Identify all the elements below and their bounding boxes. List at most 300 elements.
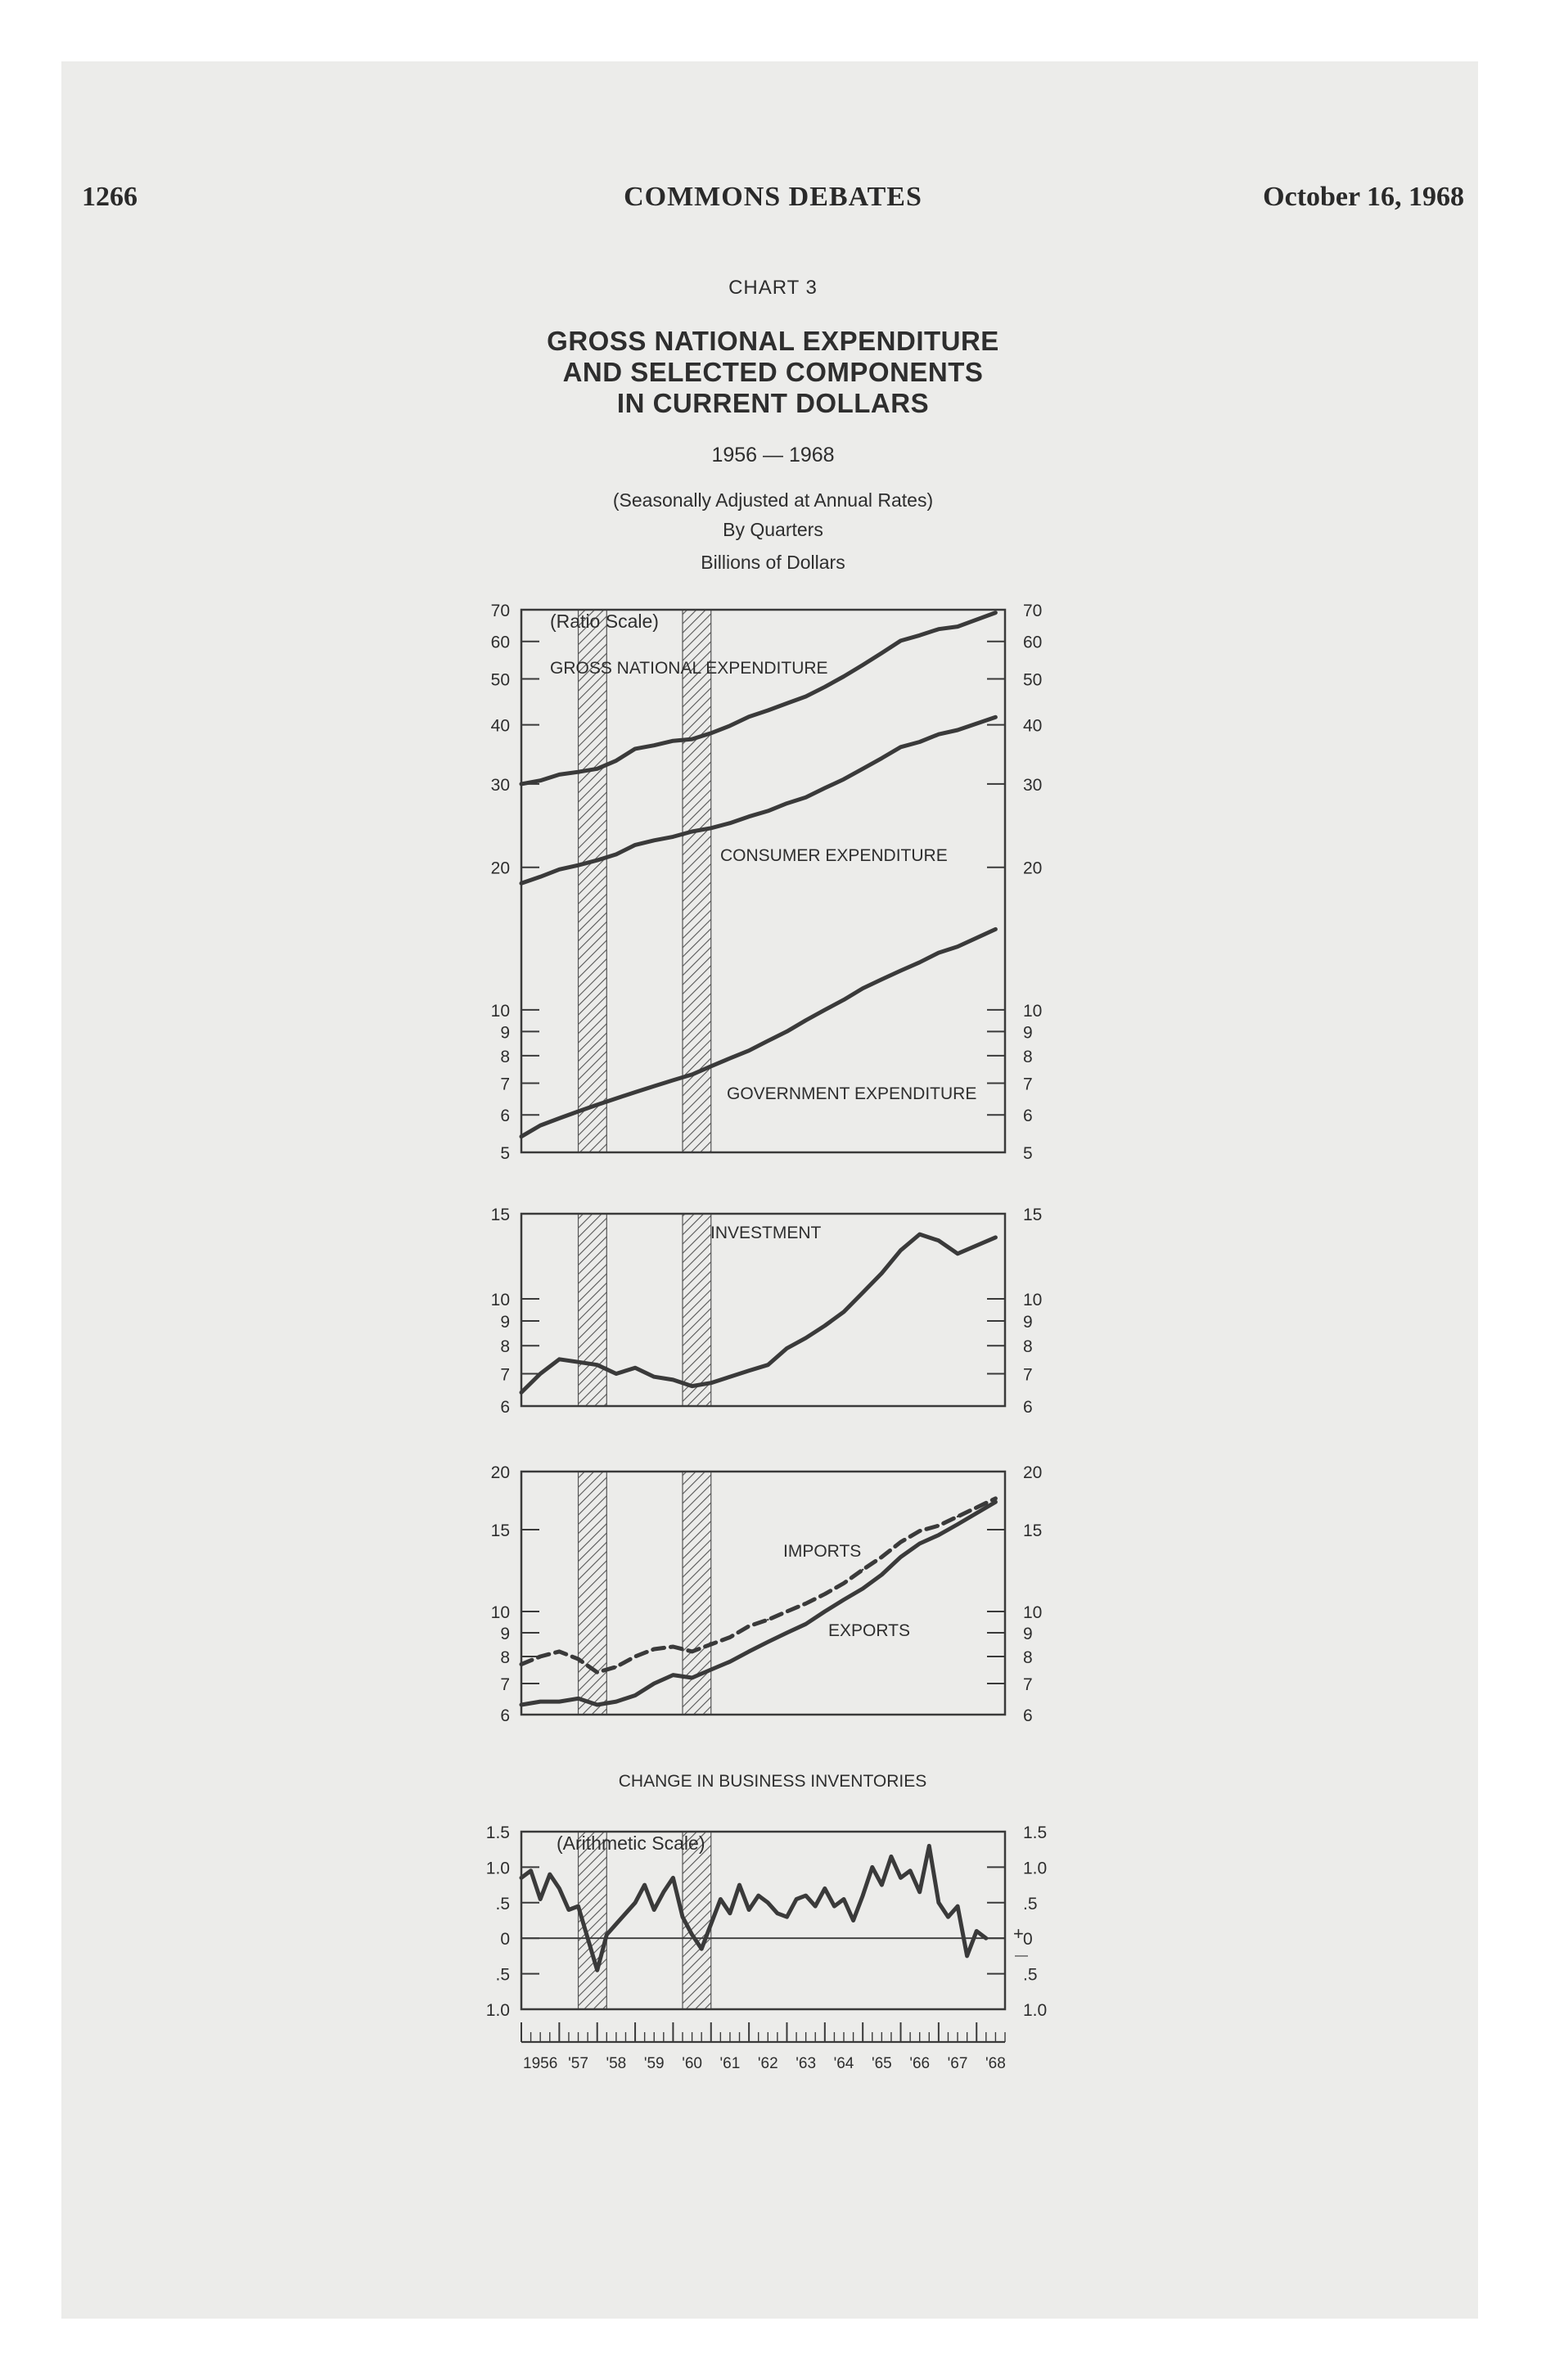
y-tick-label-left-3-1: 15 bbox=[490, 1521, 510, 1540]
data-point-2-1-24 bbox=[994, 1237, 996, 1238]
data-point-1-2-10 bbox=[710, 827, 712, 829]
x-tick-label-10: '66 bbox=[909, 2055, 931, 2072]
data-point-4-1-20 bbox=[710, 1923, 712, 1925]
data-point-1-1-5 bbox=[615, 760, 617, 761]
data-point-3-2-15 bbox=[805, 1623, 806, 1625]
data-point-4-1-27 bbox=[777, 1913, 778, 1914]
y-tick-label-right-4-5: 1.0 bbox=[1023, 2001, 1048, 2020]
data-point-4-1-22 bbox=[729, 1913, 731, 1914]
y-tick-label-left-4-2: .5 bbox=[495, 1894, 510, 1913]
y-tick-label-right-3-3: 9 bbox=[1023, 1624, 1033, 1643]
data-point-4-1-41 bbox=[909, 1870, 911, 1872]
data-point-1-1-19 bbox=[881, 652, 882, 654]
data-point-3-1-18 bbox=[862, 1569, 863, 1571]
x-tick-label-2: '58 bbox=[606, 2055, 627, 2072]
data-point-2-1-17 bbox=[843, 1311, 845, 1313]
data-point-1-2-18 bbox=[862, 768, 863, 769]
data-point-1-3-5 bbox=[615, 1098, 617, 1099]
data-point-1-1-3 bbox=[577, 771, 579, 773]
data-point-2-1-0 bbox=[521, 1391, 522, 1393]
data-point-3-2-1 bbox=[539, 1701, 541, 1702]
data-point-1-3-18 bbox=[862, 987, 863, 989]
y-tick-label-right-3-2: 10 bbox=[1023, 1602, 1043, 1622]
data-point-1-2-21 bbox=[919, 741, 921, 742]
data-point-1-2-15 bbox=[805, 796, 806, 798]
data-point-3-2-5 bbox=[615, 1701, 617, 1702]
chart-years: 1956 — 1968 bbox=[711, 444, 835, 467]
data-point-1-1-21 bbox=[919, 634, 921, 636]
chart-subtitle-3: Billions of Dollars bbox=[701, 552, 845, 573]
y-tick-label-left-1-6: 10 bbox=[490, 1001, 510, 1021]
y-tick-label-left-1-3: 40 bbox=[490, 716, 510, 736]
data-point-1-1-24 bbox=[994, 611, 996, 613]
data-point-2-1-16 bbox=[824, 1325, 826, 1327]
y-tick-label-left-3-0: 20 bbox=[490, 1463, 510, 1482]
data-point-3-1-10 bbox=[710, 1643, 712, 1645]
data-point-1-2-1 bbox=[539, 876, 541, 877]
y-tick-label-left-3-4: 8 bbox=[500, 1648, 510, 1668]
chart-title-line-1: GROSS NATIONAL EXPENDITURE bbox=[547, 326, 999, 356]
data-point-2-1-6 bbox=[634, 1367, 636, 1368]
data-point-1-2-13 bbox=[767, 810, 768, 812]
data-point-3-2-18 bbox=[862, 1588, 863, 1589]
x-tick-label-9: '65 bbox=[871, 2055, 892, 2072]
y-tick-label-left-3-3: 9 bbox=[500, 1624, 510, 1643]
data-point-1-1-2 bbox=[558, 773, 560, 775]
data-point-2-1-10 bbox=[710, 1382, 712, 1383]
y-tick-label-right-1-4: 30 bbox=[1023, 775, 1043, 795]
panel-label-1-0: (Ratio Scale) bbox=[550, 611, 659, 632]
data-point-4-1-48 bbox=[976, 1930, 977, 1931]
data-point-4-1-13 bbox=[643, 1884, 645, 1886]
data-point-1-2-8 bbox=[672, 836, 674, 837]
panel-label-1-2: CONSUMER EXPENDITURE bbox=[720, 846, 948, 865]
data-point-4-1-30 bbox=[805, 1895, 806, 1896]
y-tick-label-right-1-3: 40 bbox=[1023, 716, 1043, 736]
x-tick-label-11: '67 bbox=[947, 2055, 968, 2072]
data-point-2-1-7 bbox=[653, 1376, 655, 1377]
data-point-4-1-6 bbox=[577, 1905, 579, 1907]
data-point-3-1-17 bbox=[843, 1582, 845, 1584]
chart-title-line-3: IN CURRENT DOLLARS bbox=[616, 388, 930, 418]
data-point-1-2-23 bbox=[957, 729, 958, 731]
data-point-1-1-15 bbox=[805, 696, 806, 697]
chart-number: CHART 3 bbox=[728, 277, 818, 299]
recession-band-2-2 bbox=[683, 1214, 711, 1406]
data-point-3-1-6 bbox=[634, 1656, 636, 1657]
y-tick-label-left-1-11: 5 bbox=[500, 1144, 510, 1163]
recession-band-3-1 bbox=[579, 1472, 607, 1715]
data-point-3-1-24 bbox=[994, 1498, 996, 1499]
data-point-3-1-8 bbox=[672, 1646, 674, 1648]
y-tick-label-right-1-8: 8 bbox=[1023, 1047, 1033, 1066]
data-point-1-3-24 bbox=[994, 928, 996, 930]
data-point-3-2-24 bbox=[994, 1501, 996, 1503]
data-point-1-2-4 bbox=[597, 859, 598, 861]
panel-label-1-1: GROSS NATIONAL EXPENDITURE bbox=[550, 659, 828, 678]
data-point-4-1-12 bbox=[634, 1902, 636, 1904]
data-point-1-3-22 bbox=[938, 952, 940, 953]
data-point-4-1-38 bbox=[881, 1884, 882, 1886]
data-point-1-2-9 bbox=[691, 831, 692, 832]
data-point-1-1-8 bbox=[672, 740, 674, 741]
data-point-3-2-14 bbox=[786, 1632, 787, 1634]
data-point-3-2-16 bbox=[824, 1611, 826, 1612]
data-point-1-3-6 bbox=[634, 1091, 636, 1093]
data-point-3-2-8 bbox=[672, 1674, 674, 1675]
data-point-4-1-32 bbox=[824, 1887, 826, 1889]
chart-subtitle-1: (Seasonally Adjusted at Annual Rates) bbox=[612, 489, 934, 511]
data-point-3-1-20 bbox=[899, 1541, 901, 1543]
y-tick-label-left-3-5: 7 bbox=[500, 1675, 510, 1694]
data-point-1-3-14 bbox=[786, 1030, 787, 1032]
data-point-3-1-7 bbox=[653, 1648, 655, 1650]
y-tick-label-right-2-0: 15 bbox=[1023, 1206, 1043, 1224]
data-point-3-2-12 bbox=[748, 1651, 750, 1652]
running-title: COMMONS DEBATES bbox=[624, 182, 922, 212]
y-tick-label-right-3-6: 6 bbox=[1023, 1706, 1033, 1725]
page-date: October 16, 1968 bbox=[1263, 182, 1464, 212]
data-point-3-1-13 bbox=[767, 1619, 768, 1620]
data-point-4-1-28 bbox=[786, 1916, 787, 1918]
data-point-1-1-18 bbox=[862, 664, 863, 665]
y-tick-label-left-2-2: 9 bbox=[500, 1313, 510, 1332]
data-point-2-1-8 bbox=[672, 1379, 674, 1381]
data-point-3-1-4 bbox=[597, 1671, 598, 1673]
data-point-4-1-14 bbox=[653, 1909, 655, 1910]
y-tick-label-right-3-4: 8 bbox=[1023, 1648, 1033, 1668]
y-tick-label-right-2-2: 9 bbox=[1023, 1313, 1033, 1332]
y-tick-label-left-4-3: 0 bbox=[500, 1930, 510, 1950]
panel-label-3-0: IMPORTS bbox=[783, 1542, 862, 1561]
data-point-1-3-4 bbox=[597, 1104, 598, 1106]
data-point-1-1-16 bbox=[824, 686, 826, 687]
x-tick-label-8: '64 bbox=[833, 2055, 854, 2072]
y-tick-label-right-1-9: 7 bbox=[1023, 1075, 1033, 1094]
data-point-1-3-23 bbox=[957, 945, 958, 947]
y-tick-label-left-2-1: 10 bbox=[490, 1290, 510, 1309]
data-point-2-1-2 bbox=[558, 1359, 560, 1360]
data-point-4-1-11 bbox=[624, 1913, 626, 1914]
data-point-3-1-11 bbox=[729, 1636, 731, 1638]
x-tick-label-4: '60 bbox=[682, 2055, 702, 2072]
data-point-1-3-10 bbox=[710, 1066, 712, 1067]
data-point-4-1-46 bbox=[957, 1905, 958, 1907]
data-point-1-3-15 bbox=[805, 1020, 806, 1021]
data-point-1-1-11 bbox=[729, 725, 731, 727]
data-point-2-1-12 bbox=[748, 1370, 750, 1372]
data-point-4-1-10 bbox=[615, 1923, 617, 1925]
data-point-1-3-9 bbox=[691, 1074, 692, 1075]
data-point-4-1-29 bbox=[796, 1898, 797, 1900]
panel-title-4: CHANGE IN BUSINESS INVENTORIES bbox=[618, 1772, 927, 1791]
x-tick-label-12: '68 bbox=[985, 2055, 1006, 2072]
data-point-4-1-24 bbox=[748, 1909, 750, 1910]
data-point-4-1-36 bbox=[862, 1895, 863, 1896]
x-tick-label-1: '57 bbox=[568, 2055, 588, 2072]
y-tick-label-left-3-6: 6 bbox=[500, 1706, 510, 1725]
data-point-3-2-11 bbox=[729, 1661, 731, 1662]
recession-band-2-1 bbox=[579, 1214, 607, 1406]
data-point-1-3-19 bbox=[881, 978, 882, 980]
data-point-4-1-33 bbox=[833, 1905, 835, 1907]
data-point-3-1-0 bbox=[521, 1663, 522, 1665]
data-point-3-1-21 bbox=[919, 1530, 921, 1531]
data-point-4-1-43 bbox=[928, 1845, 930, 1846]
y-tick-label-right-3-1: 15 bbox=[1023, 1521, 1043, 1540]
data-point-3-2-9 bbox=[691, 1677, 692, 1679]
chart-subtitle-2: By Quarters bbox=[723, 519, 823, 540]
data-point-2-1-1 bbox=[539, 1373, 541, 1374]
data-point-1-3-11 bbox=[729, 1057, 731, 1059]
data-point-1-2-11 bbox=[729, 822, 731, 823]
data-point-1-3-20 bbox=[899, 970, 901, 971]
data-point-3-1-15 bbox=[805, 1602, 806, 1604]
data-point-3-1-14 bbox=[786, 1611, 787, 1612]
y-tick-label-left-2-5: 6 bbox=[500, 1398, 510, 1417]
data-point-1-3-13 bbox=[767, 1040, 768, 1042]
data-point-1-1-9 bbox=[691, 738, 692, 740]
data-point-3-1-16 bbox=[824, 1593, 826, 1595]
y-tick-label-right-1-2: 50 bbox=[1023, 670, 1043, 690]
y-tick-label-right-4-3: 0 bbox=[1023, 1930, 1033, 1950]
data-point-3-1-9 bbox=[691, 1651, 692, 1652]
data-point-1-2-14 bbox=[786, 802, 787, 804]
data-point-1-2-17 bbox=[843, 778, 845, 780]
data-point-3-2-21 bbox=[919, 1543, 921, 1544]
data-point-4-1-47 bbox=[966, 1955, 967, 1957]
data-point-4-1-23 bbox=[738, 1884, 740, 1886]
y-tick-label-right-3-0: 20 bbox=[1023, 1463, 1043, 1482]
data-point-3-2-0 bbox=[521, 1704, 522, 1706]
data-point-1-1-4 bbox=[597, 768, 598, 769]
y-tick-label-left-1-10: 6 bbox=[500, 1107, 510, 1126]
y-tick-label-left-1-7: 9 bbox=[500, 1023, 510, 1043]
data-point-3-2-22 bbox=[938, 1534, 940, 1535]
data-point-2-1-15 bbox=[805, 1337, 806, 1339]
data-point-4-1-42 bbox=[919, 1891, 921, 1893]
panel-label-1-3: GOVERNMENT EXPENDITURE bbox=[727, 1084, 977, 1103]
data-point-1-3-2 bbox=[558, 1117, 560, 1119]
data-point-3-1-19 bbox=[881, 1556, 882, 1557]
data-point-4-1-34 bbox=[843, 1898, 845, 1900]
y-tick-label-left-3-2: 10 bbox=[490, 1602, 510, 1622]
data-point-4-1-44 bbox=[938, 1902, 940, 1904]
plus-sign: + bbox=[1013, 1923, 1024, 1945]
data-point-3-1-2 bbox=[558, 1651, 560, 1652]
data-point-2-1-23 bbox=[957, 1253, 958, 1255]
data-point-1-3-17 bbox=[843, 998, 845, 1000]
data-point-1-2-6 bbox=[634, 844, 636, 845]
data-point-2-1-5 bbox=[615, 1373, 617, 1374]
data-point-4-1-1 bbox=[530, 1870, 531, 1872]
data-point-1-3-3 bbox=[577, 1111, 579, 1112]
data-point-1-1-23 bbox=[957, 625, 958, 627]
y-tick-label-left-4-0: 1.5 bbox=[485, 1823, 510, 1842]
data-point-1-3-7 bbox=[653, 1085, 655, 1087]
data-point-4-1-7 bbox=[587, 1937, 588, 1939]
data-point-1-1-7 bbox=[653, 744, 655, 746]
y-tick-label-left-4-5: 1.0 bbox=[485, 2001, 510, 2020]
data-point-3-1-1 bbox=[539, 1656, 541, 1657]
data-point-4-1-31 bbox=[814, 1905, 816, 1907]
data-point-1-2-20 bbox=[899, 746, 901, 748]
data-point-4-1-26 bbox=[767, 1902, 768, 1904]
data-point-3-1-12 bbox=[748, 1625, 750, 1627]
data-point-4-1-25 bbox=[758, 1895, 759, 1896]
data-point-3-2-4 bbox=[597, 1704, 598, 1706]
x-tick-label-3: '59 bbox=[643, 2055, 665, 2072]
y-tick-label-right-4-1: 1.0 bbox=[1023, 1859, 1048, 1878]
data-point-4-1-40 bbox=[899, 1877, 901, 1878]
data-point-4-1-45 bbox=[947, 1916, 949, 1918]
y-tick-label-left-4-4: .5 bbox=[495, 1965, 510, 1985]
data-point-3-2-10 bbox=[710, 1669, 712, 1670]
data-point-1-2-16 bbox=[824, 787, 826, 789]
x-tick-label-0: 1956 bbox=[523, 2055, 558, 2072]
data-point-1-2-22 bbox=[938, 733, 940, 735]
data-point-2-1-9 bbox=[691, 1385, 692, 1386]
recession-band-1-1 bbox=[579, 610, 607, 1152]
data-point-1-1-10 bbox=[710, 732, 712, 734]
y-tick-label-right-1-11: 5 bbox=[1023, 1144, 1033, 1163]
y-tick-label-right-1-10: 6 bbox=[1023, 1107, 1033, 1126]
data-point-3-2-3 bbox=[577, 1697, 579, 1699]
data-point-1-2-2 bbox=[558, 868, 560, 870]
data-point-4-1-2 bbox=[539, 1898, 541, 1900]
y-tick-label-left-1-0: 70 bbox=[490, 602, 510, 620]
y-tick-label-right-2-5: 6 bbox=[1023, 1398, 1033, 1417]
recession-band-4-2 bbox=[683, 1832, 711, 2009]
data-point-4-1-5 bbox=[568, 1909, 570, 1910]
data-point-3-2-19 bbox=[881, 1574, 882, 1575]
y-tick-label-right-4-0: 1.5 bbox=[1023, 1823, 1048, 1842]
data-point-4-1-0 bbox=[521, 1877, 522, 1878]
y-tick-label-left-2-3: 8 bbox=[500, 1337, 510, 1357]
y-tick-label-left-4-1: 1.0 bbox=[485, 1859, 510, 1878]
data-point-1-2-12 bbox=[748, 816, 750, 818]
data-point-3-1-23 bbox=[957, 1516, 958, 1517]
data-point-2-1-18 bbox=[862, 1291, 863, 1293]
y-tick-label-left-1-8: 8 bbox=[500, 1047, 510, 1066]
data-point-1-3-16 bbox=[824, 1009, 826, 1011]
data-point-1-3-0 bbox=[521, 1135, 522, 1137]
data-point-1-2-7 bbox=[653, 840, 655, 841]
minus-sign: — bbox=[1015, 1949, 1028, 1963]
y-tick-label-right-1-7: 9 bbox=[1023, 1023, 1033, 1043]
panel-label-4-0: (Arithmetic Scale) bbox=[557, 1832, 705, 1854]
data-point-4-1-4 bbox=[558, 1887, 560, 1889]
data-point-1-3-21 bbox=[919, 962, 921, 963]
data-point-1-1-13 bbox=[767, 710, 768, 711]
data-point-3-1-5 bbox=[615, 1666, 617, 1667]
data-point-1-1-17 bbox=[843, 675, 845, 677]
data-point-3-2-7 bbox=[653, 1683, 655, 1684]
y-tick-label-right-1-5: 20 bbox=[1023, 859, 1043, 878]
data-point-1-1-1 bbox=[539, 780, 541, 782]
data-point-3-1-3 bbox=[577, 1658, 579, 1660]
y-tick-label-left-2-4: 7 bbox=[500, 1365, 510, 1385]
data-point-4-1-8 bbox=[597, 1969, 598, 1971]
y-tick-label-right-4-4: .5 bbox=[1023, 1965, 1038, 1985]
y-tick-label-right-3-5: 7 bbox=[1023, 1675, 1033, 1694]
data-point-2-1-21 bbox=[919, 1233, 921, 1235]
data-point-4-1-19 bbox=[701, 1948, 702, 1950]
data-point-1-3-8 bbox=[672, 1080, 674, 1081]
data-point-2-1-13 bbox=[767, 1364, 768, 1366]
data-point-1-3-1 bbox=[539, 1125, 541, 1126]
y-tick-label-left-1-4: 30 bbox=[490, 775, 510, 795]
panel-label-2-0: INVESTMENT bbox=[710, 1224, 822, 1242]
data-point-4-1-15 bbox=[663, 1891, 665, 1893]
data-point-1-2-0 bbox=[521, 882, 522, 884]
data-point-1-1-20 bbox=[899, 640, 901, 642]
data-point-1-2-19 bbox=[881, 757, 882, 759]
y-tick-label-right-4-2: .5 bbox=[1023, 1894, 1038, 1913]
data-point-2-1-4 bbox=[597, 1364, 598, 1366]
data-point-1-2-5 bbox=[615, 854, 617, 855]
data-point-1-3-12 bbox=[748, 1050, 750, 1052]
y-tick-label-right-2-1: 10 bbox=[1023, 1290, 1043, 1309]
data-point-2-1-19 bbox=[881, 1272, 882, 1273]
y-tick-label-right-2-3: 8 bbox=[1023, 1337, 1033, 1357]
data-point-4-1-16 bbox=[672, 1877, 674, 1878]
y-tick-label-left-1-5: 20 bbox=[490, 859, 510, 878]
panel-label-3-1: EXPORTS bbox=[828, 1621, 910, 1640]
x-tick-label-6: '62 bbox=[757, 2055, 778, 2072]
data-point-1-1-12 bbox=[748, 716, 750, 718]
data-point-2-1-20 bbox=[899, 1250, 901, 1251]
data-point-3-2-2 bbox=[558, 1701, 560, 1702]
data-point-4-1-35 bbox=[852, 1919, 854, 1921]
data-point-4-1-39 bbox=[890, 1855, 892, 1857]
data-point-4-1-37 bbox=[872, 1866, 873, 1868]
y-tick-label-left-1-2: 50 bbox=[490, 670, 510, 690]
data-point-3-2-20 bbox=[899, 1556, 901, 1557]
data-point-4-1-49 bbox=[985, 1937, 987, 1939]
data-point-1-2-24 bbox=[994, 716, 996, 718]
data-point-4-1-18 bbox=[691, 1934, 692, 1936]
data-point-2-1-3 bbox=[577, 1361, 579, 1363]
data-point-4-1-21 bbox=[719, 1898, 721, 1900]
data-point-1-2-3 bbox=[577, 864, 579, 866]
data-point-3-2-17 bbox=[843, 1598, 845, 1600]
data-point-1-1-14 bbox=[786, 702, 787, 704]
y-tick-label-right-1-0: 70 bbox=[1023, 602, 1043, 620]
y-tick-label-left-2-0: 15 bbox=[490, 1206, 510, 1224]
data-point-2-1-22 bbox=[938, 1240, 940, 1242]
y-tick-label-left-1-9: 7 bbox=[500, 1075, 510, 1094]
data-point-3-2-23 bbox=[957, 1523, 958, 1525]
y-tick-label-right-1-1: 60 bbox=[1023, 633, 1043, 652]
x-tick-label-5: '61 bbox=[719, 2055, 741, 2072]
x-tick-label-7: '63 bbox=[796, 2055, 817, 2072]
data-point-1-1-0 bbox=[521, 783, 522, 785]
chart-title-line-2: AND SELECTED COMPONENTS bbox=[562, 357, 984, 387]
data-point-4-1-17 bbox=[682, 1916, 683, 1918]
data-point-3-2-6 bbox=[634, 1694, 636, 1696]
data-point-1-1-22 bbox=[938, 628, 940, 629]
page-number: 1266 bbox=[82, 182, 137, 212]
data-point-3-1-22 bbox=[938, 1525, 940, 1526]
data-point-1-1-6 bbox=[634, 748, 636, 750]
data-point-4-1-9 bbox=[606, 1934, 607, 1936]
data-point-4-1-3 bbox=[549, 1873, 551, 1875]
data-point-2-1-11 bbox=[729, 1376, 731, 1377]
data-point-3-2-13 bbox=[767, 1641, 768, 1643]
y-tick-label-right-1-6: 10 bbox=[1023, 1001, 1043, 1021]
data-point-2-1-14 bbox=[786, 1347, 787, 1349]
